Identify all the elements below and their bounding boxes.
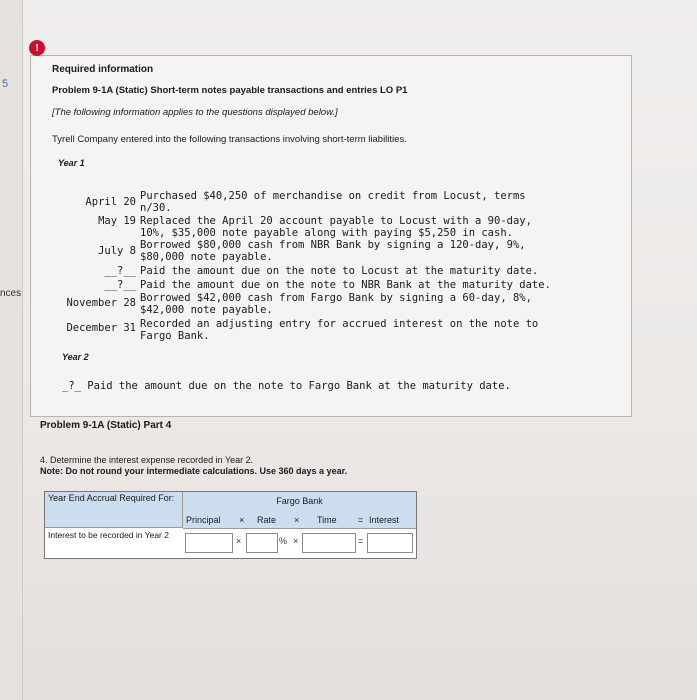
- sidebar-label[interactable]: nces: [0, 288, 22, 299]
- sidebar-number[interactable]: 5: [2, 78, 9, 90]
- op-times: ×: [294, 515, 300, 525]
- problem-title: Problem 9-1A (Static) Short-term notes payable transactions and entries LO P1: [52, 85, 408, 96]
- transaction-desc: Purchased $40,250 of merchandise on credit from Locust, terms n/30.: [140, 190, 526, 214]
- transaction-desc: Replaced the April 20 account payable to Locust with a 90-day, 10%, $35,000 note payable along with paying $5,250 in cash.: [140, 215, 532, 239]
- part4-note: Note: Do not round your intermediate calculations. Use 360 days a year.: [40, 466, 348, 476]
- col-time: Time: [317, 515, 337, 525]
- principal-input[interactable]: [185, 533, 233, 553]
- part4-question: 4. Determine the interest expense recorded in Year 2.: [40, 455, 254, 465]
- transaction-date: July 8: [98, 245, 136, 257]
- transaction-desc: Paid the amount due on the note to Fargo Bank at the maturity date.: [87, 380, 511, 392]
- left-sidebar: [0, 0, 23, 700]
- year2-label: Year 2: [62, 352, 89, 362]
- transaction-desc: Borrowed $80,000 cash from NBR Bank by signing a 120-day, 9%, $80,000 note payable.: [140, 239, 526, 263]
- rate-input[interactable]: [246, 533, 278, 553]
- col-principal: Principal: [186, 515, 221, 525]
- op-times: ×: [236, 536, 242, 546]
- rate-unit: %: [279, 536, 288, 546]
- transaction-date: __?__: [104, 265, 136, 277]
- transaction-desc: Recorded an adjusting entry for accrued interest on the note to Fargo Bank.: [140, 318, 539, 342]
- interest-input[interactable]: [367, 533, 413, 553]
- required-info-heading: Required information: [52, 64, 154, 75]
- col-rate: Rate: [257, 515, 277, 525]
- interest-table: [44, 491, 417, 559]
- part4-title: Problem 9-1A (Static) Part 4: [40, 420, 172, 431]
- transaction-date: __?__: [104, 279, 136, 291]
- time-input[interactable]: [302, 533, 356, 553]
- info-note: [The following information applies to the questions displayed below.]: [52, 107, 338, 118]
- transaction-desc: Borrowed $42,000 cash from Fargo Bank by signing a 60-day, 8%, $42,000 note payable.: [140, 292, 532, 316]
- op-equals: =: [358, 536, 364, 546]
- info-intro: Tyrell Company entered into the following transactions involving short-term liabilities.: [52, 134, 407, 145]
- transaction-date: November 28: [66, 297, 136, 309]
- table-header-left: Year End Accrual Required For:: [45, 492, 183, 528]
- col-interest: Interest: [369, 515, 400, 525]
- transaction-date: December 31: [66, 322, 136, 334]
- alert-icon: !: [29, 40, 45, 56]
- row-label: Interest to be recorded in Year 2: [48, 530, 169, 540]
- transaction-year2: [62, 380, 511, 392]
- transaction-desc: Paid the amount due on the note to NBR Bank at the maturity date.: [140, 279, 551, 291]
- op-times: ×: [239, 515, 245, 525]
- op-times: ×: [293, 536, 299, 546]
- op-equals: =: [358, 515, 364, 525]
- transaction-date: May 19: [98, 215, 136, 227]
- year1-label: Year 1: [58, 158, 85, 168]
- table-group-header: Fargo Bank: [183, 492, 416, 511]
- transaction-date: _?_: [62, 380, 81, 392]
- transaction-date: April 20: [85, 196, 136, 208]
- transaction-desc: Paid the amount due on the note to Locust at the maturity date.: [140, 265, 539, 277]
